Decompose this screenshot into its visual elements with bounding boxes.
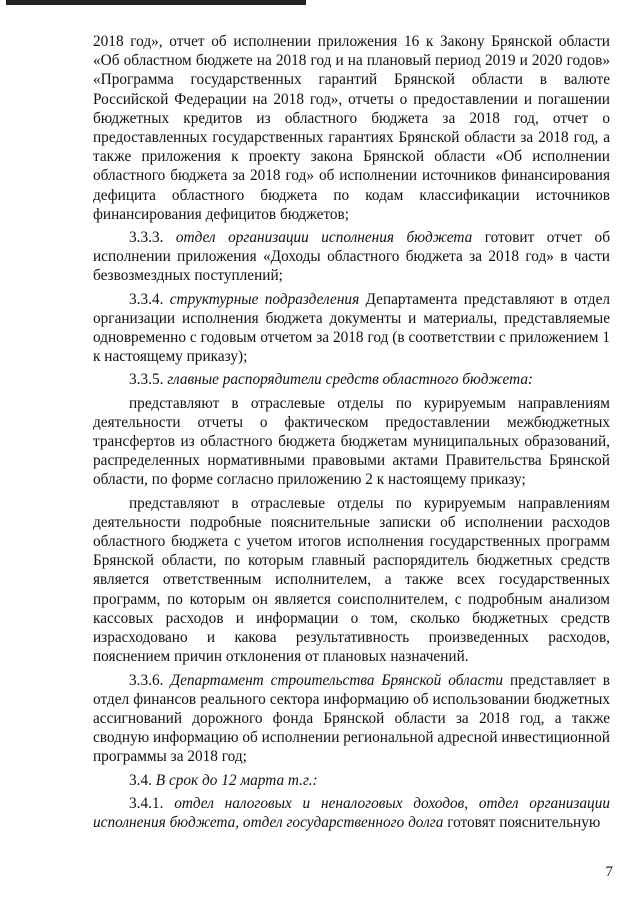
document-body — [93, 32, 610, 832]
clause-subject: В срок до 12 марта т.г.: — [155, 771, 318, 789]
clause-subject: структурные подразделения — [169, 290, 360, 308]
paragraph-3-3-6 — [93, 671, 610, 767]
clause-text: готовит отчет об исполнении приложения «Доходы областного бюджета за 2018 год» в части безвозмездных поступлений; — [93, 229, 610, 285]
paragraph-3-4-1 — [93, 794, 610, 832]
clause-number: 3.3.5. — [129, 371, 168, 389]
clause-subject: отдел организации исполнения бюджета — [175, 229, 473, 247]
top-rule — [6, 0, 306, 5]
paragraph-3-3-5 — [93, 370, 610, 389]
paragraph-3-3-3 — [93, 228, 610, 286]
clause-subject: Департамент строительства Брянской области — [170, 671, 504, 689]
page-number: 7 — [605, 864, 613, 880]
clause-subject: отдел налоговых и неналоговых доходов, отдел организации исполнения бюджета, отдел государственного долга — [93, 794, 610, 831]
clause-text: Департамента представляют в отдел организации исполнения бюджета документы и материалы, представляемые одновременно с годовым отчетом за 2018 год (в соответствии с приложением 1 к настоящему приказу); — [93, 290, 610, 366]
clause-number: 3.3.6. — [129, 671, 171, 689]
clause-number: 3.3.3. — [129, 229, 176, 247]
clause-number: 3.4. — [129, 771, 156, 789]
clause-text: представляет в отдел финансов реального сектора информацию об использовании бюджетных ассигнований дорожного фонда Брянской области за 2018 год, а также сводную информацию об исполнении региональной адресной инвестиционной программы за 2018 год; — [93, 671, 610, 766]
clause-subject: главные распорядители средств областного бюджета: — [167, 371, 534, 389]
clause-number: 3.3.4. — [129, 290, 170, 308]
clause-number: 3.4.1. — [129, 794, 175, 812]
paragraph-3-3-4 — [93, 290, 610, 367]
paragraph-3-3-5-item-1: представляют в отраслевые отделы по курируемым направлениям деятельности отчеты о фактическом предоставлении межбюджетных трансфертов из областного бюджета бюджетам муниципальных образований, распределенных нормативными правовыми актами Правительства Брянской области, по форме согласно приложению 2 к настоящему приказу; — [93, 394, 610, 489]
clause-text: готовят пояснительную — [443, 813, 601, 831]
paragraph-continuation: 2018 год», отчет об исполнении приложения 16 к Закону Брянской области «Об областном бюджете на 2018 год и на плановый период 2019 и 2020 годов» «Программа государственных гарантий Брянской области в валюте Российской Федерации на 2018 год», отчеты о предоставлении и погашении бюджетных кредитов из областного бюджета за 2018 год, отчет о предоставленных государственных гарантиях Брянской области за 2018 год, а также приложения к проекту закона Брянской области «Об исполнении областного бюджета за 2018 год» об исполнении источников финансирования дефицита областного бюджета по кодам классификации источников финансирования дефицитов бюджетов; — [93, 33, 610, 223]
paragraph-3-4 — [93, 771, 610, 790]
paragraph-3-3-5-item-2: представляют в отраслевые отделы по курируемым направлениям деятельности подробные пояснительные записки об исполнении расходов областного бюджета с учетом итогов исполнения государственных программ Брянской области, по которым главный распорядитель бюджетных средств является ответственным исполнителем, а также всех государственных программ, по которым он является соисполнителем, с подробным анализом кассовых расходов и информации о том, сколько бюджетных средств израсходовано и какова результативность произведенных расходов, пояснением причин отклонения от плановых назначений. — [93, 494, 610, 666]
